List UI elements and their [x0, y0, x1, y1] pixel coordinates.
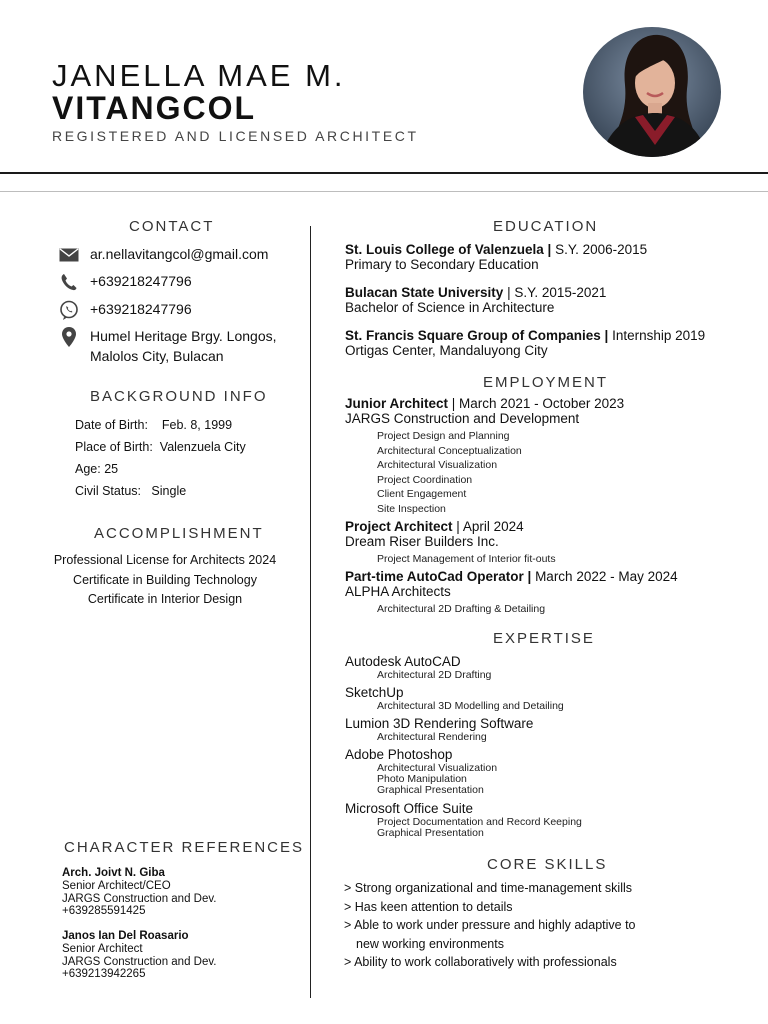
background-age: Age: 25: [75, 462, 119, 476]
expertise-uses: Architectural Rendering: [377, 731, 487, 743]
professional-title: REGISTERED AND LICENSED ARCHITECT: [52, 128, 419, 144]
expertise-tool: Adobe Photoshop: [345, 747, 453, 762]
expertise-tool: Autodesk AutoCAD: [345, 654, 461, 669]
location-pin-icon: [58, 327, 80, 347]
expertise-uses: Architectural 3D Modelling and Detailing: [377, 700, 564, 712]
employment-heading: EMPLOYMENT: [483, 374, 609, 391]
reference-entry: Arch. Joivt N. Giba Senior Architect/CEO JARGS Construction and Dev. +639285591425: [62, 867, 217, 918]
background-civil-status: Civil Status: Single: [75, 484, 187, 498]
employment-entry: Junior Architect | March 2021 - October 2023 JARGS Construction and Development: [345, 396, 625, 426]
contact-heading: CONTACT: [129, 218, 215, 235]
reference-entry: Janos Ian Del Roasario Senior Architect JARGS Construction and Dev. +639213942265: [62, 930, 217, 981]
employment-entry: Project Architect | April 2024 Dream Riser Builders Inc.: [345, 519, 524, 549]
phone-icon: [58, 272, 80, 292]
contact-phone: +639218247796: [90, 273, 192, 289]
viber-icon: [58, 300, 80, 320]
expertise-heading: EXPERTISE: [493, 630, 595, 647]
contact-phone-row: [58, 271, 192, 292]
background-heading: BACKGROUND INFO: [90, 388, 268, 405]
contact-viber-row: [58, 299, 192, 320]
education-heading: EDUCATION: [493, 218, 599, 235]
contact-viber: +639218247796: [90, 301, 192, 317]
accomplishment-item: Certificate in Interior Design: [87, 592, 243, 606]
contact-address-row: [58, 326, 277, 366]
core-skill-item: > Able to work under pressure and highly adaptive to: [344, 918, 636, 932]
employment-duties: Architectural 2D Drafting & Detailing: [377, 603, 546, 615]
accomplishment-item: Certificate in Building Technology: [73, 572, 257, 587]
contact-email: ar.nellavitangcol@gmail.com: [90, 246, 269, 262]
expertise-tool: Lumion 3D Rendering Software: [345, 716, 534, 731]
column-divider: [310, 226, 311, 998]
name-last: VITANGCOL: [52, 90, 257, 126]
core-skill-item: > Ability to work collaboratively with professionals: [344, 955, 617, 969]
employment-entry: Part-time AutoCad Operator | March 2022 - May 2024 ALPHA Architects: [345, 569, 678, 599]
background-pob: Place of Birth: Valenzuela City: [75, 440, 246, 454]
header-rule: [0, 172, 768, 174]
expertise-tool: Microsoft Office Suite: [345, 801, 474, 816]
employment-duties: Project Management of Interior fit-outs: [377, 553, 556, 565]
profile-photo: [583, 27, 721, 157]
education-entry: St. Francis Square Group of Companies | Internship 2019 Ortigas Center, Mandaluyong City: [345, 328, 706, 358]
accomplishment-list: [30, 551, 300, 610]
core-skill-item: > Has keen attention to details: [344, 899, 513, 914]
core-skills-heading: CORE SKILLS: [487, 856, 608, 873]
accomplishment-heading: ACCOMPLISHMENT: [94, 525, 264, 542]
expertise-uses: Project Documentation and Record Keeping Graphical Presentation: [377, 816, 582, 839]
header-rule-thin: [0, 191, 768, 192]
expertise-uses: Architectural 2D Drafting: [377, 669, 492, 681]
background-dob: Date of Birth: Feb. 8, 1999: [75, 418, 233, 432]
references-heading: CHARACTER REFERENCES: [64, 839, 305, 856]
accomplishment-item: Professional License for Architects 2024: [53, 553, 277, 567]
name-first: JANELLA MAE M.: [52, 58, 346, 93]
core-skills-list: [344, 879, 636, 972]
education-entry: St. Louis College of Valenzuela | S.Y. 2006-2015 Primary to Secondary Education: [345, 242, 648, 272]
core-skill-item: > Strong organizational and time-management skills: [344, 881, 633, 895]
expertise-tool: SketchUp: [345, 685, 404, 700]
employment-duties: Project Design and Planning Architectural Conceptualization Architectural Visualization Project Coordination Client Engagement Site Inspection: [377, 430, 522, 515]
mail-icon: [58, 245, 80, 265]
contact-email-row: [58, 244, 268, 265]
education-entry: Bulacan State University | S.Y. 2015-2021 Bachelor of Science in Architecture: [345, 285, 607, 315]
core-skill-item: new working environments: [356, 936, 504, 951]
expertise-uses: Architectural Visualization Photo Manipulation Graphical Presentation: [377, 762, 498, 796]
contact-address: Humel Heritage Brgy. Longos, Malolos City, Bulacan: [90, 328, 277, 364]
